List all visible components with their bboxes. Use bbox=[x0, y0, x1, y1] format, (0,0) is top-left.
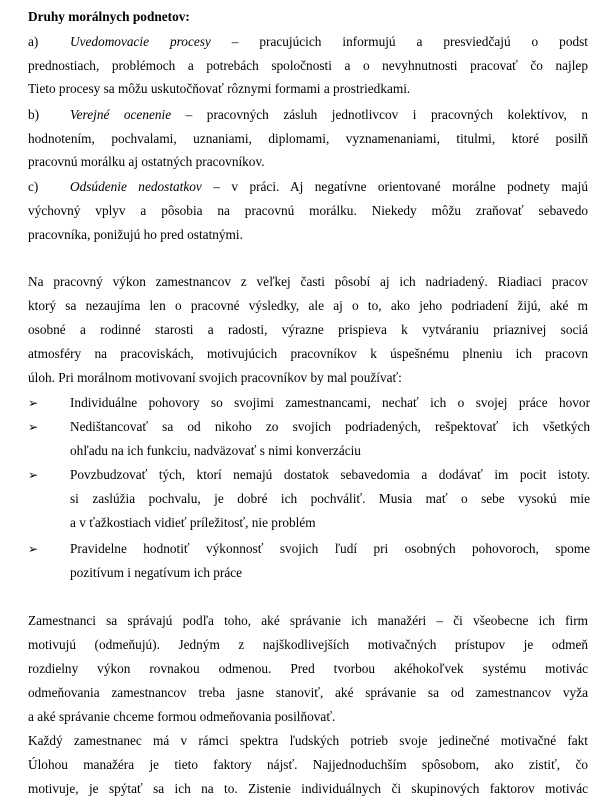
bullet-item-4-line: Pravidelne hodnotiť výkonnosť svojich ľudí pri osobných pohovoroch, spome bbox=[70, 541, 590, 556]
list-item-b-line-2: hodnotením, pochvalami, uznaniami, diplomami, vyznamenaniami, titulmi, ktoré posilň bbox=[28, 131, 588, 146]
bullet-item-2-line: ohľadu na ich funkciu, nadväzovať s nimi konverzáciu bbox=[70, 443, 361, 458]
section-heading: Druhy morálnych podnetov: bbox=[28, 9, 190, 24]
paragraph-1-line: ktorý sa nezaujíma len o pracovné výsledky, ale aj o to, ako jeho podriadení žijú, aké m bbox=[28, 298, 588, 313]
list-item-a-line-1: a) Uvedomovacie procesy – pracujúcich informujú a presviedčajú o podst bbox=[28, 34, 588, 49]
bullet-arrow-icon: ➢ bbox=[28, 420, 39, 434]
paragraph-1-line: Na pracovný výkon zamestnancov z veľkej časti pôsobí aj ich nadriadený. Riadiaci pracov bbox=[28, 274, 588, 289]
bullet-item-4-line: pozitívum i negatívum ich práce bbox=[70, 565, 243, 580]
list-item-b-line-1: b) Verejné ocenenie – pracovných zásluh jednotlivcov i pracovných kolektívov, n bbox=[28, 107, 588, 122]
paragraph-3-line: Úlohou manažéra je tieto faktory nájsť. Najjednoduchším spôsobom, ako zistiť, čo bbox=[28, 757, 588, 772]
list-item-label: b) bbox=[28, 107, 40, 122]
bullet-item-1-line: Individuálne pohovory so svojimi zamestnancami, nechať ich o svojej práce hovor bbox=[70, 395, 590, 410]
list-item-term: Verejné ocenenie bbox=[70, 107, 172, 122]
bullet-item-3-line: si zaslúžia pochvalu, je dobré ich pochváliť. Musia mať o sebe vysokú mie bbox=[70, 491, 590, 506]
paragraph-2-line: odmeňovania zamestnancov treba jasne stanoviť, aké správanie sa od zamestnancov vyža bbox=[28, 685, 588, 700]
list-item-a-line-3: Tieto procesy sa môžu uskutočňovať rôznymi formami a prostriedkami. bbox=[28, 81, 411, 96]
bullet-item-3-line: a v ťažkostiach vidieť príležitosť, nie problém bbox=[70, 515, 316, 530]
bullet-item-3-line: Povzbudzovať tých, ktorí nemajú dostatok sebavedomia a dodávať im pocit istoty. bbox=[70, 467, 590, 482]
list-item-label: c) bbox=[28, 179, 39, 194]
paragraph-1-line: atmosféry na pracoviskách, motivujúcich pracovníkov k úspešnému plneniu ich pracovn bbox=[28, 346, 588, 361]
list-item-b-line-3: pracovnú morálku aj ostatných pracovníkov. bbox=[28, 154, 265, 169]
list-item-term: Uvedomovacie procesy bbox=[70, 34, 211, 49]
paragraph-3-line: Každý zamestnanec má v rámci spektra ľudských potrieb svoje jedinečné motivačné fakt bbox=[28, 733, 588, 748]
paragraph-1-line: úloh. Pri morálnom motivovaní svojich pracovníkov by mal používať: bbox=[28, 370, 402, 385]
paragraph-2-line: a aké správanie chceme formou odmeňovania posilňovať. bbox=[28, 709, 336, 724]
paragraph-2-line: rozdielny výkon rovnakou odmenou. Pred tvorbou akéhokoľvek systému motivác bbox=[28, 661, 588, 676]
list-item-c-line-3: pracovníka, ponižujú ho pred ostatnými. bbox=[28, 227, 243, 242]
list-item-term: Odsúdenie nedostatkov bbox=[70, 179, 202, 194]
paragraph-1-line: osobné a rodinné starosti a radosti, výrazne prispieva k vytváraniu priaznivej sociá bbox=[28, 322, 588, 337]
bullet-arrow-icon: ➢ bbox=[28, 396, 39, 410]
paragraph-3-line: motivuje, je spýtať sa ich na to. Zistenie individuálnych či skupinových faktorov motivác bbox=[28, 781, 588, 796]
list-item-c-line-2: výchovný vplyv a pôsobia na pracovnú morálku. Niekedy môžu zraňovať sebavedo bbox=[28, 203, 588, 218]
bullet-item-2-line: Nedištancovať sa od nikoho zo svojich podriadených, rešpektovať ich všetkých bbox=[70, 419, 590, 434]
list-item-label: a) bbox=[28, 34, 39, 49]
paragraph-2-line: Zamestnanci sa správajú podľa toho, aké správanie ich manažéri – či všeobecne ich firm bbox=[28, 613, 588, 628]
bullet-arrow-icon: ➢ bbox=[28, 542, 39, 556]
bullet-arrow-icon: ➢ bbox=[28, 468, 39, 482]
list-item-c-line-1: c) Odsúdenie nedostatkov – v práci. Aj negatívne orientované morálne podnety majú bbox=[28, 179, 588, 194]
paragraph-2-line: motivujú (odmeňujú). Jedným z najškodlivejších motivačných prístupov je odmeň bbox=[28, 637, 588, 652]
list-item-a-line-2: prednostiach, problémoch a potrebách spoločnosti a o nevyhnutnosti pracovať čo najlep bbox=[28, 58, 588, 73]
